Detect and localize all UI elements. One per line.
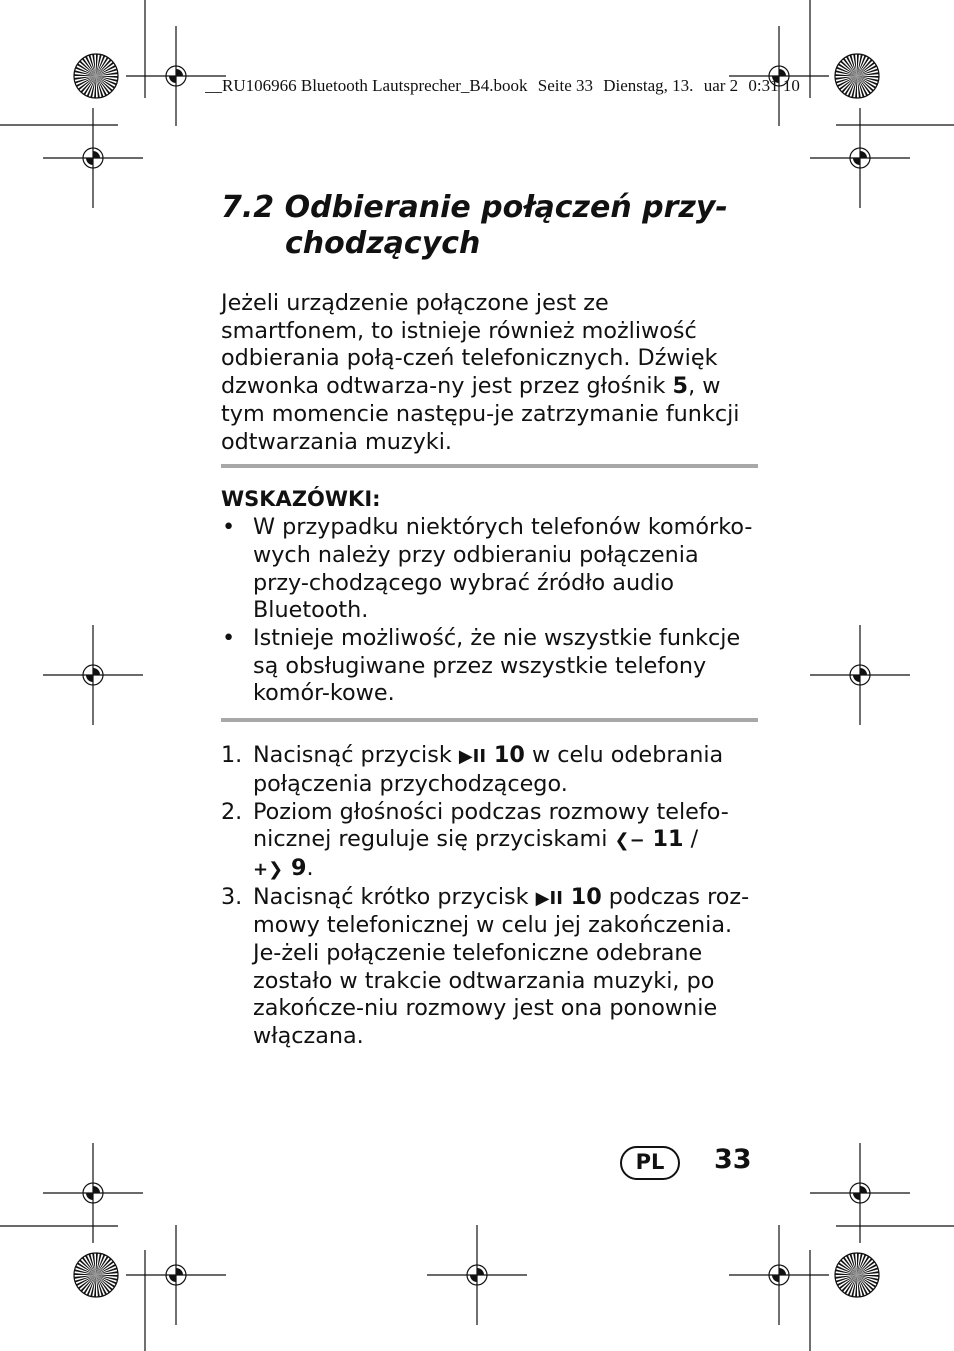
play-pause-icon: ▶II (535, 887, 563, 909)
volume-up-icon: +❯ (253, 858, 284, 880)
crosshair-icon (43, 1143, 143, 1243)
crosshair-icon (126, 1225, 226, 1325)
intro-paragraph (221, 290, 758, 456)
section-title-line1: Odbieranie połączeń przy- (284, 190, 728, 225)
crosshair-icon (43, 625, 143, 725)
step-text: podczas roz-mowy telefonicznej w celu jej zakończenia. Je-żeli połączenie telefoniczne odebrane zostało w trakcie odtwarzania muzyki, po zakończe-niu rozmowy jest ona ponownie włączana. (253, 883, 750, 1050)
volume-up-button-ref (253, 855, 306, 881)
step-number: 2. (221, 798, 243, 825)
button-number: 10 (493, 742, 525, 769)
notes-heading: WSKAZÓWKI: (221, 487, 381, 512)
print-slug-line (205, 76, 940, 96)
list-item (221, 514, 758, 625)
separator: / (683, 826, 699, 853)
bullet-icon: • (222, 625, 236, 652)
starburst-icon (835, 1253, 879, 1297)
volume-down-icon: ❮− (614, 830, 645, 852)
step-text: Nacisnąć krótko przycisk (253, 883, 536, 910)
page-number: 33 (714, 1144, 752, 1175)
step-number: 1. (221, 742, 243, 769)
step-text: . (306, 854, 314, 881)
divider (221, 464, 758, 468)
step-text: Poziom głośności podczas rozmowy telefo-nicznej reguluje się przyciskami (253, 798, 729, 853)
button-number: 9 (290, 854, 307, 881)
slug-file: __RU106966 Bluetooth Lautsprecher_B4.book (205, 76, 528, 95)
slug-time: 0:31 10 (748, 76, 800, 95)
page-content (221, 190, 758, 1051)
section-title (221, 190, 758, 262)
crosshair-icon (810, 1143, 910, 1243)
volume-down-button-ref (615, 826, 684, 852)
step-item (221, 884, 758, 1051)
crosshair-icon (729, 1225, 829, 1325)
starburst-icon (74, 1253, 118, 1297)
notes-list (221, 514, 758, 708)
slug-page: Seite 33 (537, 76, 593, 95)
speaker-ref: 5 (672, 373, 689, 400)
crosshair-icon (427, 1225, 527, 1325)
starburst-icon (74, 54, 118, 98)
crosshair-icon (43, 108, 143, 208)
divider (221, 718, 758, 722)
bullet-icon: • (222, 514, 236, 541)
slug-date: Dienstag, 13. (603, 76, 694, 95)
button-number: 10 (570, 883, 602, 910)
steps-list (221, 742, 758, 1051)
slug-date-tail: uar 2 (703, 76, 739, 95)
step-number: 3. (221, 883, 243, 910)
step-text: Nacisnąć przycisk (253, 742, 459, 769)
crosshair-icon (810, 625, 910, 725)
play-pause-button-ref (536, 884, 602, 910)
button-number: 11 (652, 826, 684, 853)
language-badge: PL (620, 1146, 680, 1180)
section-title-line2: chodzących (285, 226, 481, 261)
intro-text-2: , w tym momencie następu-je zatrzymanie funkcji odtwarzania muzyki. (221, 373, 740, 455)
play-pause-icon: ▶II (458, 746, 487, 768)
play-pause-button-ref (459, 742, 525, 768)
section-number: 7.2 (221, 190, 275, 225)
step-item (221, 799, 758, 884)
note-text: W przypadku niektórych telefonów komórko-wych należy przy odbieraniu połączenia przy-chodzącego wybrać źródło audio Bluetooth. (253, 514, 753, 624)
step-text: w celu odebrania połączenia przychodzącego. (253, 742, 724, 797)
step-item (221, 742, 758, 798)
crosshair-icon (810, 108, 910, 208)
note-text: Istnieje możliwość, że nie wszystkie funkcje są obsługiwane przez wszystkie telefony komór-kowe. (253, 625, 741, 707)
list-item (221, 625, 758, 708)
intro-text-1: Jeżeli urządzenie połączone jest ze smartfonem, to istnieje również możliwość odbierania połą-czeń telefonicznych. Dźwięk dzwonka odtwarza-ny jest przez głośnik (221, 290, 718, 400)
